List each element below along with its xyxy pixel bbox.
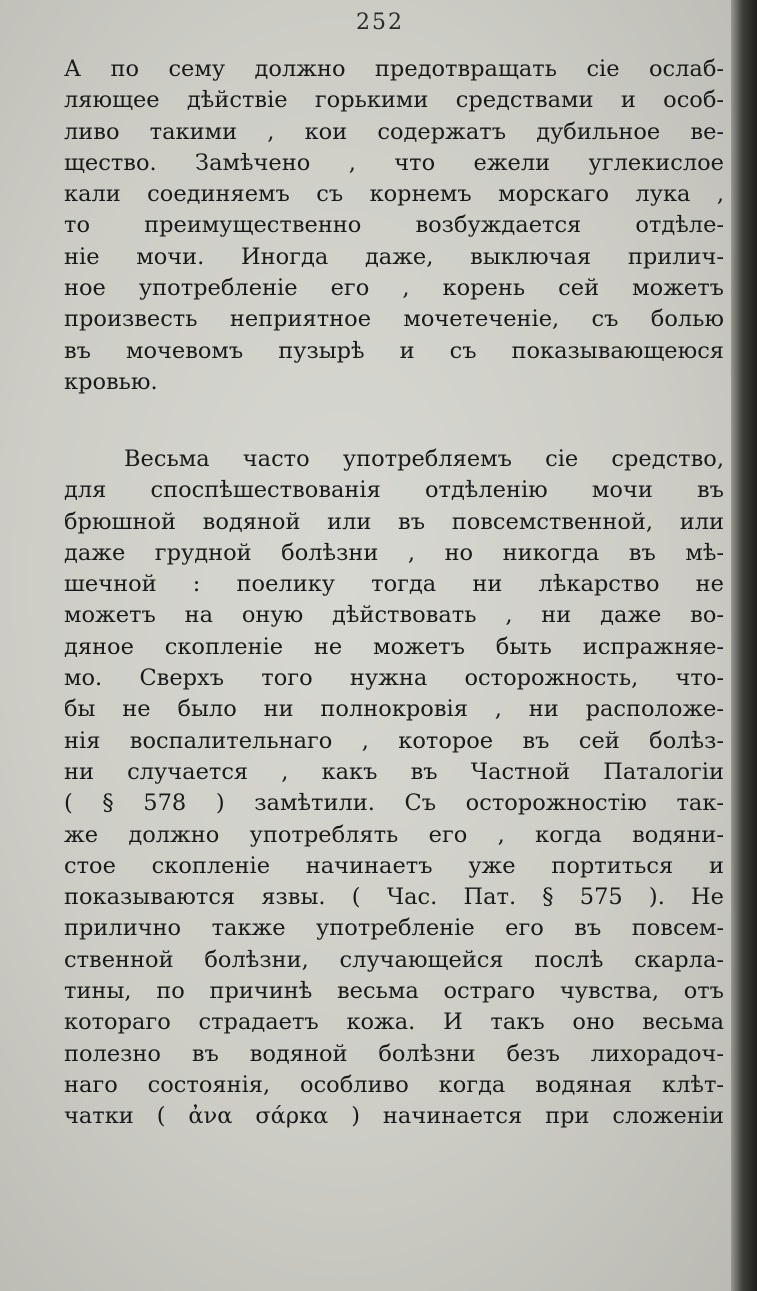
text-line: наго состоянія, особливо когда водяная клѣт-: [64, 1071, 724, 1098]
text-line: для споспѣшествованія отдѣленію мочи въ: [64, 477, 724, 504]
text-line: даже грудной болѣзни , но никогда въ мѣ-: [64, 539, 724, 566]
text-line: показываются язвы. ( Час. Пат. § 575 ). Не: [64, 884, 724, 911]
paragraph-2: [64, 444, 724, 1133]
text-line: ніе мочи. Иногда даже, выключая прилич-: [64, 243, 724, 270]
text-line: ливо такими , кои содержатъ дубильное ве-: [64, 118, 724, 145]
text-line: щество. Замѣчено , что ежели углекислое: [64, 149, 724, 176]
text-line: ляющее дѣйствіе горькими средствами и особ-: [64, 87, 724, 114]
text-line: прилично также употребленіе его въ повсем-: [64, 915, 724, 942]
page-gutter-shadow: [731, 0, 757, 1291]
text-line: брюшной водяной или въ повсемственной, или: [64, 508, 724, 535]
text-line: ни случается , какъ въ Частной Паталогіи: [64, 758, 724, 785]
text-line: стое скопленіе начинаетъ уже портиться и: [64, 852, 724, 879]
text-line: чатки ( ἀνα σάρκα ) начинается при сложеніи: [64, 1103, 724, 1130]
text-line: нія воспалительнаго , которое въ сей болѣз-: [64, 727, 724, 754]
text-line: ственной болѣзни, случающейся послѣ скарла-: [64, 946, 724, 973]
text-line: Весьма часто употребляемъ сіе средство,: [124, 446, 724, 472]
text-line: кровью.: [64, 368, 158, 395]
text-line: А по сему должно предотвращать сіе ослаб-: [64, 56, 724, 82]
text-line: кали соединяемъ съ корнемъ морскаго лука ,: [64, 181, 724, 208]
text-line: шечной : поелику тогда ни лѣкарство не: [64, 571, 724, 598]
paragraph-1: [64, 54, 724, 398]
text-line: въ мочевомъ пузырѣ и съ показывающеюся: [64, 337, 724, 364]
text-line: мо. Сверхъ того нужна осторожность, что-: [64, 665, 724, 692]
text-line: ( § 578 ) замѣтили. Съ осторожностію так-: [64, 790, 724, 817]
page-number: 252: [356, 10, 404, 35]
text-line: же должно употреблять его , когда водяни-: [64, 821, 724, 848]
text-line: ное употребленіе его , корень сей можетъ: [64, 275, 724, 302]
text-line: бы не было ни полнокровія , ни расположе-: [64, 696, 724, 723]
text-line: произвесть неприятное мочетеченіе, съ болью: [64, 306, 724, 333]
text-line: дяное скопленіе не можетъ быть испражняе-: [64, 633, 724, 660]
text-line: можетъ на оную дѣйствовать , ни даже во-: [64, 602, 724, 629]
text-line: котораго страдаетъ кожа. И такъ оно весьма: [64, 1009, 724, 1036]
text-line: то преимущественно возбуждается отдѣле-: [64, 212, 724, 239]
text-line: тины, по причинѣ весьма остраго чувства, отъ: [64, 978, 724, 1005]
text-line: полезно въ водяной болѣзни безъ лихорадоч-: [64, 1040, 724, 1067]
